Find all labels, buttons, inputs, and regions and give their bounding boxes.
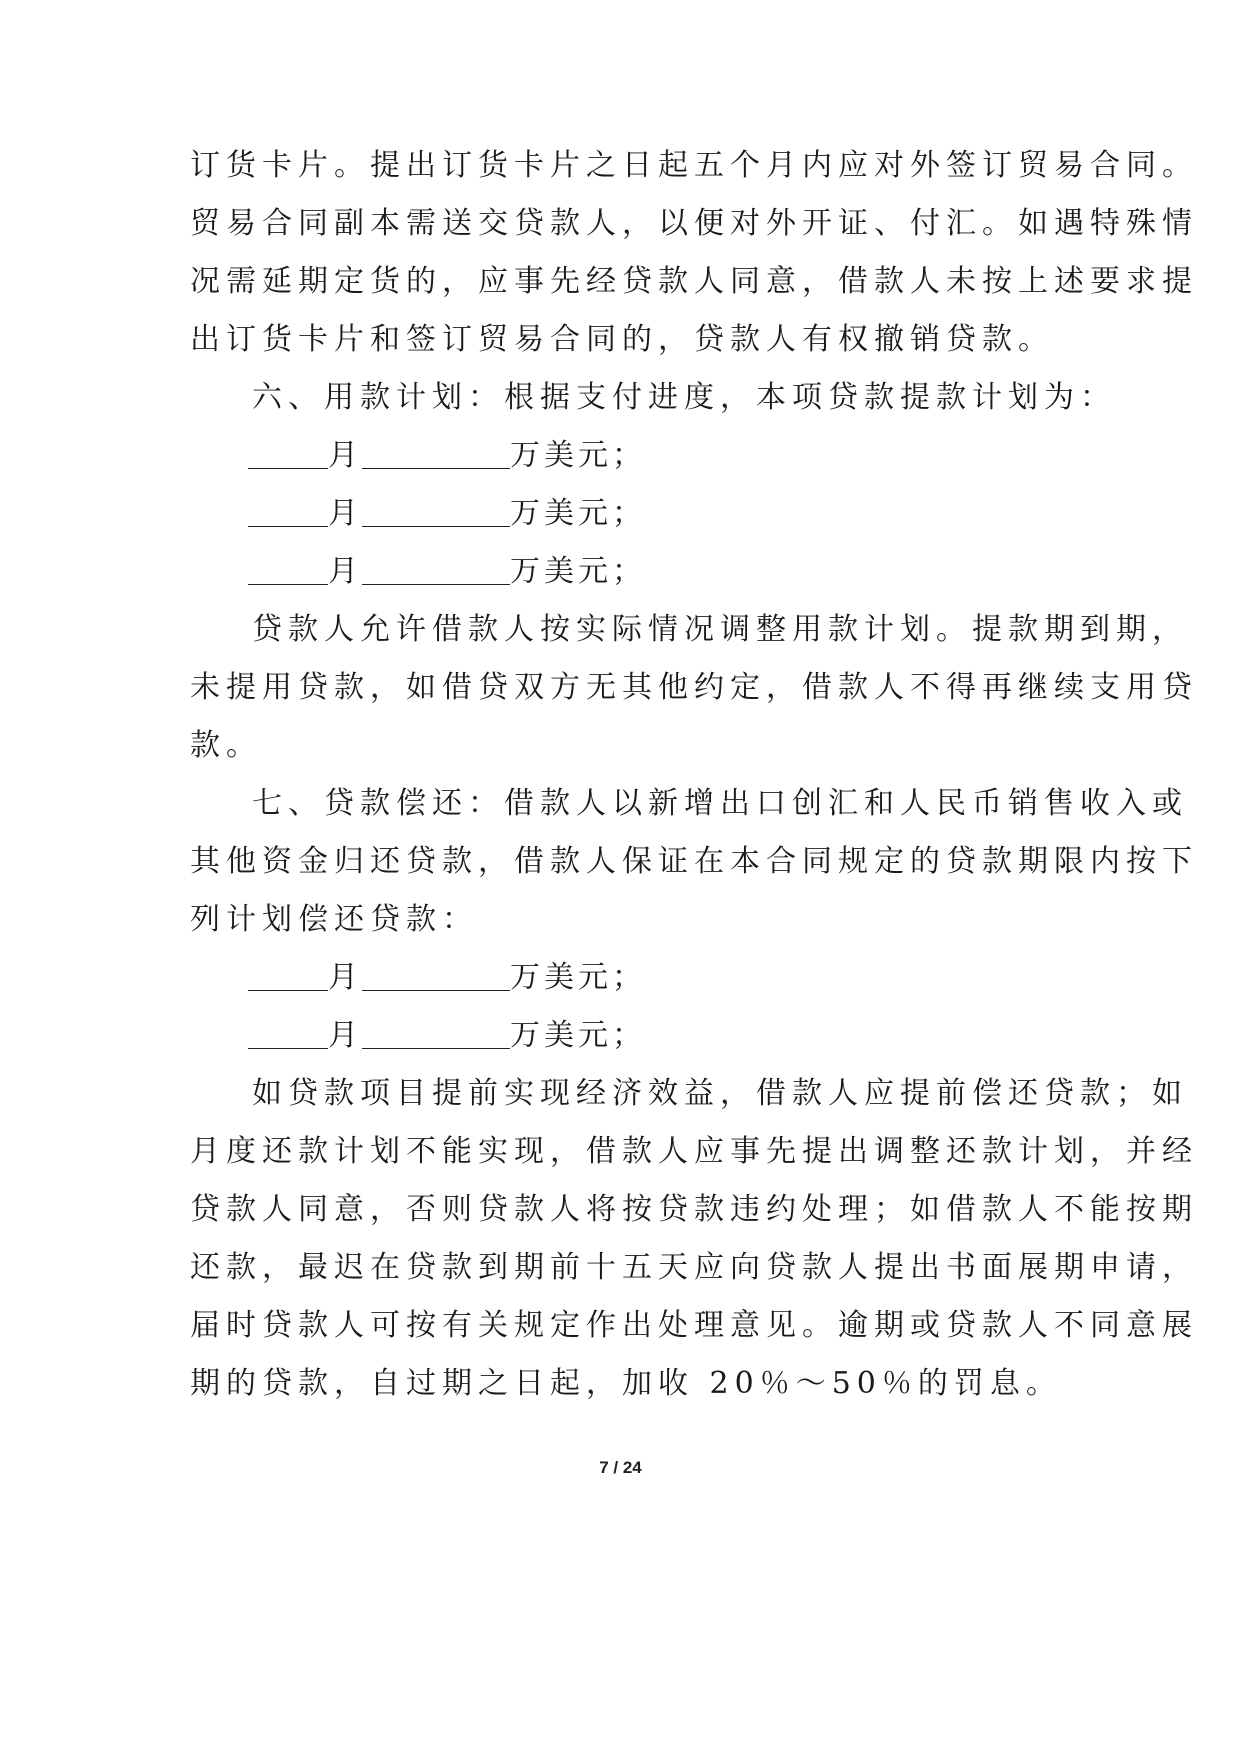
amount-blank [362, 1018, 510, 1049]
amount-unit-label: 万美元； [510, 438, 646, 473]
month-blank [248, 554, 328, 585]
month-label: 月 [328, 1018, 362, 1053]
paragraph-line: 贷款人允许借款人按实际情况调整用款计划。提款期到期， [252, 612, 1188, 647]
paragraph-line: 期的贷款，自过期之日起，加收 20％～50％的罚息。 [190, 1366, 1062, 1401]
month-blank [248, 960, 328, 991]
paragraph-line: 贸易合同副本需送交贷款人，以便对外开证、付汇。如遇特殊情 [190, 206, 1198, 241]
drawdown-plan-row [248, 436, 646, 476]
month-blank [248, 496, 328, 527]
paragraph-line: 月度还款计划不能实现，借款人应事先提出调整还款计划，并经 [190, 1134, 1198, 1169]
amount-blank [362, 554, 510, 585]
page-number: 7 / 24 [599, 1458, 642, 1477]
month-label: 月 [328, 554, 362, 589]
month-label: 月 [328, 960, 362, 995]
amount-blank [362, 438, 510, 469]
paragraph-line: 未提用贷款，如借贷双方无其他约定，借款人不得再继续支用贷 [190, 670, 1198, 705]
paragraph-line: 订货卡片。提出订货卡片之日起五个月内应对外签订贸易合同。 [190, 148, 1198, 183]
paragraph-line: 列计划偿还贷款： [190, 902, 478, 937]
paragraph-line: 出订货卡片和签订贸易合同的，贷款人有权撤销贷款。 [190, 322, 1054, 357]
section-heading-loan-repayment: 七、贷款偿还：借款人以新增出口创汇和人民币销售收入或 [252, 786, 1188, 821]
month-label: 月 [328, 438, 362, 473]
drawdown-plan-row [248, 552, 646, 592]
amount-unit-label: 万美元； [510, 554, 646, 589]
paragraph-line: 款。 [190, 728, 262, 763]
paragraph-line: 届时贷款人可按有关规定作出处理意见。逾期或贷款人不同意展 [190, 1308, 1198, 1343]
amount-unit-label: 万美元； [510, 1018, 646, 1053]
amount-unit-label: 万美元； [510, 496, 646, 531]
month-blank [248, 1018, 328, 1049]
month-blank [248, 438, 328, 469]
drawdown-plan-row [248, 494, 646, 534]
amount-blank [362, 496, 510, 527]
repayment-plan-row [248, 1016, 646, 1056]
paragraph-line: 其他资金归还贷款，借款人保证在本合同规定的贷款期限内按下 [190, 844, 1198, 879]
amount-unit-label: 万美元； [510, 960, 646, 995]
paragraph-line: 还款，最迟在贷款到期前十五天应向贷款人提出书面展期申请， [190, 1250, 1198, 1285]
section-heading-loan-usage-plan: 六、用款计划：根据支付进度，本项贷款提款计划为： [252, 380, 1116, 415]
month-label: 月 [328, 496, 362, 531]
paragraph-line: 如贷款项目提前实现经济效益，借款人应提前偿还贷款；如 [252, 1076, 1188, 1111]
repayment-plan-row [248, 958, 646, 998]
amount-blank [362, 960, 510, 991]
paragraph-line: 贷款人同意，否则贷款人将按贷款违约处理；如借款人不能按期 [190, 1192, 1198, 1227]
paragraph-line: 况需延期定货的，应事先经贷款人同意，借款人未按上述要求提 [190, 264, 1198, 299]
